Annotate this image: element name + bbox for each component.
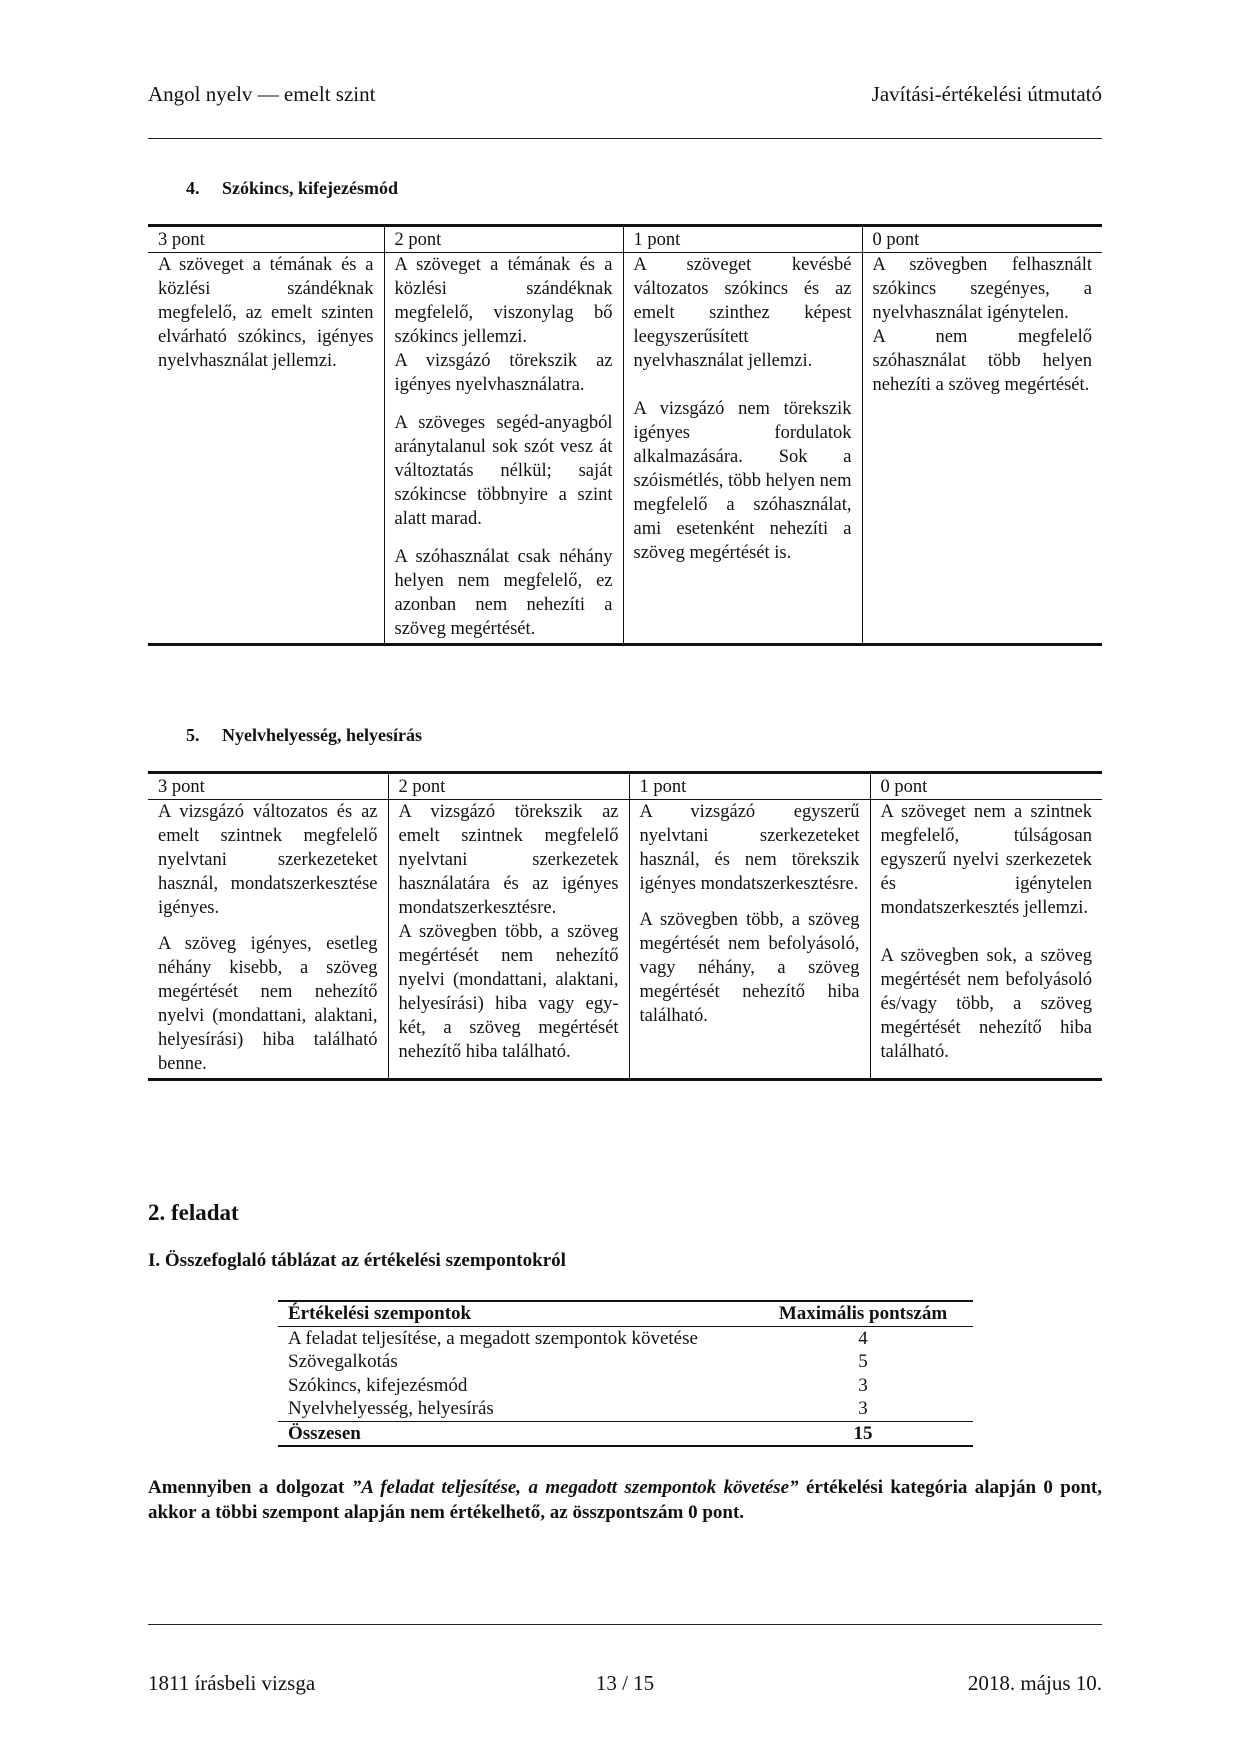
- task-title: 2. feladat: [148, 1200, 239, 1225]
- section-4-cell-1pont: [623, 253, 862, 645]
- cell-paragraph: A vizsgázó egyszerű nyelvtani szerkezeteket használ, és nem törekszik igényes mondatszerkesztésre.: [639, 802, 860, 894]
- cell-paragraph: A szövegben sok, a szöveg megértését nem befolyásoló és/vagy több, a szöveg megértését nehezítő hiba található.: [880, 946, 1092, 1062]
- section-4-cell-3pont: [148, 253, 384, 645]
- summary-col-max: Maximális pontszám: [753, 1301, 973, 1326]
- section-5-col-1: 1 pont: [629, 773, 870, 800]
- note-text: Amennyiben a dolgozat: [148, 1477, 352, 1498]
- cell-paragraph: A vizsgázó nem törekszik igényes fordulatok alkalmazására. Sok a szóismétlés, több helyen nem megfelelő a szóhasználat, ami esetenként nehezíti a szöveg megértését is.: [633, 399, 852, 563]
- summary-col-criteria: Értékelési szempontok: [278, 1301, 753, 1326]
- section-5-header-row: [148, 773, 1102, 800]
- summary-row-label: A feladat teljesítése, a megadott szempontok követése: [288, 1327, 698, 1349]
- section-5-cell-3pont: [148, 800, 388, 1080]
- section-4-heading: Szókincs, kifejezésmód: [222, 178, 398, 198]
- summary-row: [278, 1397, 973, 1421]
- summary-row: [278, 1326, 973, 1350]
- section-5-heading: Nyelvhelyesség, helyesírás: [222, 725, 422, 745]
- cell-paragraph: A szöveget a témának és a közlési szándéknak megfelelő, az emelt szinten elvárható szókincs, igényes nyelvhasználat jellemzi.: [158, 255, 374, 371]
- scoring-note: [148, 1475, 1102, 1525]
- header-right: Javítási-értékelési útmutató: [871, 82, 1102, 106]
- summary-total-value: 15: [753, 1421, 973, 1446]
- header-left: Angol nyelv — emelt szint: [148, 82, 376, 106]
- section-5-cell-0pont: [870, 800, 1102, 1080]
- cell-paragraph: A szöveg igényes, esetleg néhány kisebb, a szöveg megértését nem nehezítő nyelvi (mondattani, alaktani, helyesírási) hiba található benne.: [158, 934, 378, 1074]
- page-number: 13 / 15: [595, 1671, 655, 1695]
- summary-row-value: 3: [858, 1374, 868, 1396]
- note-text: értékelési kategória alapján 0 pont, akkor a többi szempont alapján nem értékelhető, az összpontszám 0 pont.: [148, 1477, 1102, 1523]
- summary-row: [278, 1350, 973, 1374]
- section-4-table: [148, 224, 1102, 646]
- section-5-body-row: [148, 800, 1102, 1080]
- cell-paragraph: A szöveget kevésbé változatos szókincs és az emelt szinthez képest leegyszerűsített nyelvhasználat jellemzi.: [633, 255, 852, 371]
- section-5-number: 5.: [186, 725, 200, 745]
- cell-paragraph: A szövegben több, a szöveg megértését nem nehezítő nyelvi (mondattani, alaktani, helyesírási) hiba vagy egy-két, a szöveg megértését nehezítő hiba található.: [398, 922, 619, 1062]
- cell-paragraph: A vizsgázó törekszik az emelt szintnek megfelelő nyelvtani szerkezetek használatára és az igényes mondatszerkesztésre.: [398, 802, 619, 918]
- cell-paragraph: A szövegben több, a szöveg megértését nem befolyásoló, vagy néhány, a szöveg megértését nehezítő hiba található.: [639, 910, 860, 1026]
- summary-row-value: 5: [858, 1351, 868, 1372]
- summary-table: [278, 1300, 973, 1447]
- cell-paragraph: A vizsgázó változatos és az emelt szintnek megfelelő nyelvtani szerkezeteket használ, mondatszerkesztése igényes.: [158, 802, 378, 918]
- document-page: [148, 0, 1102, 1755]
- section-4-body-row: [148, 253, 1102, 645]
- summary-row-label: Szókincs, kifejezésmód: [288, 1374, 468, 1396]
- cell-paragraph: A vizsgázó törekszik az igényes nyelvhasználatra.: [394, 351, 613, 395]
- section-4-col-2: 2 pont: [384, 226, 623, 253]
- section-5-cell-2pont: [388, 800, 629, 1080]
- summary-total-label: Összesen: [278, 1421, 753, 1446]
- cell-paragraph: A nem megfelelő szóhasználat több helyen nehezíti a szöveg megértését.: [872, 327, 1092, 395]
- section-4-number: 4.: [186, 178, 200, 198]
- summary-row-label: Nyelvhelyesség, helyesírás: [288, 1398, 494, 1419]
- section-4-col-3: 3 pont: [148, 226, 384, 253]
- summary-row-value: 4: [858, 1327, 868, 1349]
- summary-row-value: 3: [858, 1398, 868, 1419]
- cell-paragraph: A szóhasználat csak néhány helyen nem megfelelő, ez azonban nem nehezíti a szöveg megértését.: [394, 547, 613, 639]
- cell-paragraph: A szöveget a témának és a közlési szándéknak megfelelő, viszonylag bő szókincs jellemzi.: [394, 255, 613, 347]
- section-5-title: [186, 725, 422, 746]
- section-4-col-0: 0 pont: [862, 226, 1102, 253]
- task-subtitle: I. Összefoglaló táblázat az értékelési szempontokról: [148, 1250, 566, 1271]
- cell-paragraph: A szöveget nem a szintnek megfelelő, túlságosan egyszerű nyelvi szerkezetek és igénytelen mondatszerkesztés jellemzi.: [880, 802, 1092, 918]
- section-4-col-1: 1 pont: [623, 226, 862, 253]
- header-rule: [148, 138, 1102, 139]
- summary-row: [278, 1374, 973, 1398]
- note-italic-criterion: ”A feladat teljesítése, a megadott szempontok követése”: [351, 1477, 799, 1498]
- cell-paragraph: A szövegben felhasznált szókincs szegényes, a nyelvhasználat igénytelen.: [872, 255, 1092, 323]
- summary-total-row: [278, 1421, 973, 1446]
- section-5-table: [148, 771, 1102, 1081]
- footer-rule: [148, 1624, 1102, 1625]
- footer-exam-code: 1811 írásbeli vizsga: [148, 1671, 316, 1695]
- section-5-col-3: 3 pont: [148, 773, 388, 800]
- section-4-cell-0pont: [862, 253, 1102, 645]
- cell-paragraph: A szöveges segéd-anyagból aránytalanul sok szót vesz át változtatás nélkül; saját szókincse többnyire a szint alatt marad.: [394, 413, 613, 529]
- section-5-col-2: 2 pont: [388, 773, 629, 800]
- footer-date: 2018. május 10.: [967, 1671, 1102, 1695]
- page-header: [148, 82, 1102, 112]
- section-4-header-row: [148, 226, 1102, 253]
- section-4-title: [186, 178, 398, 199]
- section-5-cell-1pont: [629, 800, 870, 1080]
- summary-row-label: Szövegalkotás: [288, 1351, 398, 1372]
- section-4-cell-2pont: [384, 253, 623, 645]
- section-5-col-0: 0 pont: [870, 773, 1102, 800]
- summary-header-row: [278, 1301, 973, 1326]
